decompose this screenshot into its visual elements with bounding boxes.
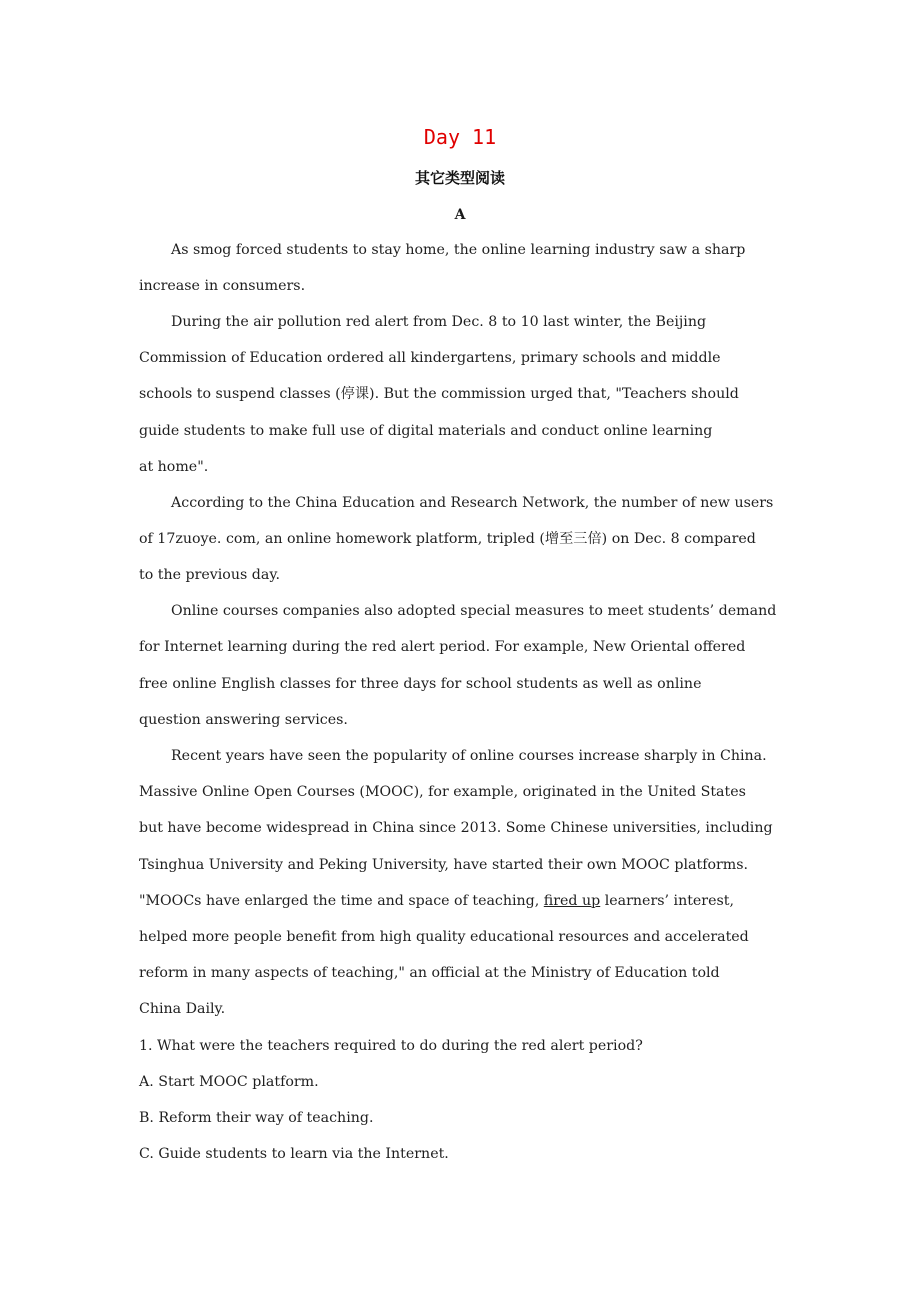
passage-line: China Daily. [139,1001,226,1017]
option-b: B. Reform their way of teaching. [139,1110,374,1126]
passage-line: free online English classes for three days for school students as well as online [139,676,702,692]
passage-line: As smog forced students to stay home, the online learning industry saw a sharp [171,242,746,258]
passage-line: but have become widespread in China since 2013. Some Chinese universities, including [139,820,773,836]
passage-line: schools to suspend classes (停课). But the commission urged that, "Teachers should [139,386,739,402]
page-subtitle: 其它类型阅读 [414,169,505,187]
page-title: Day 11 [423,125,497,149]
passage-line: question answering services. [139,712,348,728]
passage-line: Recent years have seen the popularity of online courses increase sharply in China. [171,748,767,764]
passage-line: for Internet learning during the red alert period. For example, New Oriental offered [139,639,746,655]
option-c: C. Guide students to learn via the Internet. [139,1146,449,1162]
line-text-after: learners’ interest, [600,893,734,909]
passage-line: to the previous day. [139,567,280,583]
passage-line: During the air pollution red alert from Dec. 8 to 10 last winter, the Beijing [171,314,707,330]
passage-line: increase in consumers. [139,278,306,294]
section-label: A [454,207,466,223]
passage-line: helped more people benefit from high quality educational resources and accelerated [139,929,749,945]
passage-line: Commission of Education ordered all kindergartens, primary schools and middle [139,350,721,366]
passage-line: According to the China Education and Research Network, the number of new users [171,495,774,511]
passage-line: at home". [139,459,209,475]
passage-line: Online courses companies also adopted special measures to meet students’ demand [171,603,777,619]
passage-line: Tsinghua University and Peking University, have started their own MOOC platforms. [139,857,749,873]
option-a: A. Start MOOC platform. [139,1074,319,1090]
passage-line: Massive Online Open Courses (MOOC), for example, originated in the United States [139,784,746,800]
passage-line: of 17zuoye. com, an online homework platform, tripled (增至三倍) on Dec. 8 compared [139,531,756,547]
passage-line: reform in many aspects of teaching," an official at the Ministry of Education told [139,965,720,981]
underlined-phrase: fired up [543,893,601,909]
passage-line-with-underline [139,890,734,912]
passage-line: guide students to make full use of digital materials and conduct online learning [139,423,713,439]
line-text-before: "MOOCs have enlarged the time and space of teaching, [139,893,544,909]
question-stem: 1. What were the teachers required to do during the red alert period? [139,1038,643,1054]
